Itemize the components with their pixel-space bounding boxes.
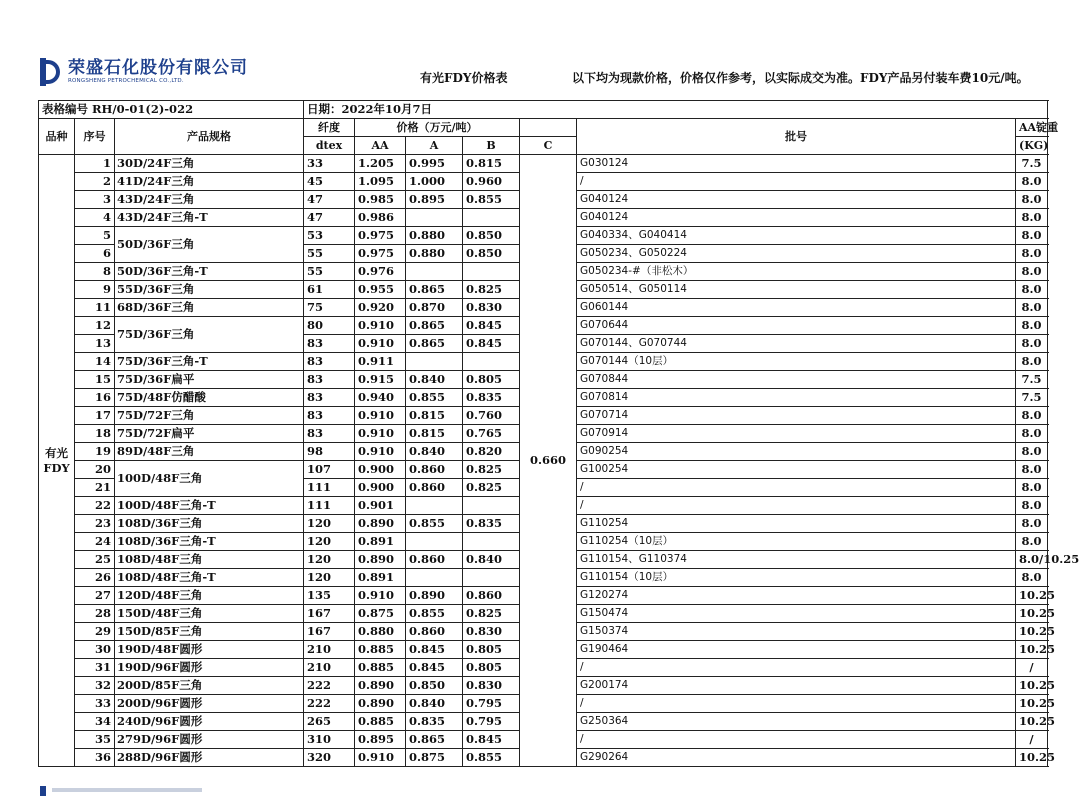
tube-weight-cell: 8.0	[1016, 335, 1048, 353]
price-aa-cell: 0.901	[355, 497, 406, 515]
seq-cell: 35	[75, 731, 115, 749]
tube-weight-cell: 7.5	[1016, 371, 1048, 389]
batch-cell: G040124	[577, 191, 1016, 209]
price-b-cell: 0.795	[463, 713, 520, 731]
tube-weight-cell: 8.0	[1016, 209, 1048, 227]
fineness-cell: 135	[304, 587, 355, 605]
spec-cell: 75D/36F三角	[115, 317, 304, 353]
spec-cell: 68D/36F三角	[115, 299, 304, 317]
spec-cell: 108D/48F三角-T	[115, 569, 304, 587]
fineness-cell: 47	[304, 209, 355, 227]
seq-cell: 27	[75, 587, 115, 605]
seq-cell: 8	[75, 263, 115, 281]
price-aa-cell: 0.890	[355, 677, 406, 695]
spec-cell: 288D/96F圆形	[115, 749, 304, 767]
price-a-cell: 0.890	[406, 587, 463, 605]
seq-cell: 16	[75, 389, 115, 407]
batch-cell: /	[577, 695, 1016, 713]
price-a-cell: 0.855	[406, 389, 463, 407]
spec-cell: 50D/36F三角-T	[115, 263, 304, 281]
price-a-cell: 0.865	[406, 731, 463, 749]
price-a-cell: 0.840	[406, 371, 463, 389]
price-a-cell	[406, 209, 463, 227]
price-a-cell: 0.865	[406, 317, 463, 335]
spec-cell: 100D/48F三角	[115, 461, 304, 497]
seq-cell: 17	[75, 407, 115, 425]
batch-cell: G070144、G070744	[577, 335, 1016, 353]
fineness-cell: 265	[304, 713, 355, 731]
spec-cell: 108D/36F三角-T	[115, 533, 304, 551]
col-price: 价格（万元/吨）	[355, 119, 520, 137]
price-a-cell: 0.840	[406, 695, 463, 713]
price-a-cell: 0.880	[406, 227, 463, 245]
tube-weight-cell: 8.0	[1016, 191, 1048, 209]
price-b-cell: 0.820	[463, 443, 520, 461]
fineness-cell: 310	[304, 731, 355, 749]
tube-weight-cell: 10.25	[1016, 587, 1048, 605]
fineness-cell: 75	[304, 299, 355, 317]
seq-cell: 22	[75, 497, 115, 515]
fineness-cell: 210	[304, 659, 355, 677]
price-b-cell	[463, 353, 520, 371]
price-aa-cell: 0.910	[355, 407, 406, 425]
price-a-cell: 0.835	[406, 713, 463, 731]
price-aa-cell: 0.890	[355, 695, 406, 713]
fineness-cell: 55	[304, 245, 355, 263]
price-b-cell: 0.805	[463, 371, 520, 389]
fineness-cell: 107	[304, 461, 355, 479]
fineness-cell: 222	[304, 695, 355, 713]
batch-cell: G200174	[577, 677, 1016, 695]
spec-cell: 120D/48F三角	[115, 587, 304, 605]
seq-cell: 1	[75, 155, 115, 173]
price-aa-cell: 0.911	[355, 353, 406, 371]
seq-cell: 21	[75, 479, 115, 497]
seq-cell: 23	[75, 515, 115, 533]
price-aa-cell: 0.920	[355, 299, 406, 317]
seq-cell: 30	[75, 641, 115, 659]
fineness-cell: 47	[304, 191, 355, 209]
price-aa-cell: 0.975	[355, 227, 406, 245]
spec-cell: 200D/85F三角	[115, 677, 304, 695]
tube-weight-cell: 8.0	[1016, 425, 1048, 443]
batch-cell: G110154、G110374	[577, 551, 1016, 569]
seq-cell: 5	[75, 227, 115, 245]
price-b-cell: 0.805	[463, 659, 520, 677]
meta-row	[39, 101, 1048, 119]
form-number: 表格编号 RH/0-01(2)-022	[39, 101, 304, 119]
seq-cell: 13	[75, 335, 115, 353]
price-aa-cell: 0.955	[355, 281, 406, 299]
batch-cell: /	[577, 173, 1016, 191]
price-b-cell: 0.845	[463, 317, 520, 335]
price-b-cell: 0.760	[463, 407, 520, 425]
batch-cell: G050234-#（非松木）	[577, 263, 1016, 281]
price-a-cell: 0.815	[406, 407, 463, 425]
batch-cell: G070914	[577, 425, 1016, 443]
col-fineness-unit: dtex	[304, 137, 355, 155]
seq-cell: 3	[75, 191, 115, 209]
col-grade-b: B	[463, 137, 520, 155]
price-note: 以下均为现款价格，价格仅作参考，以实际成交为准。FDY产品另付装车费10元/吨。	[572, 71, 1029, 85]
seq-cell: 34	[75, 713, 115, 731]
fineness-cell: 83	[304, 407, 355, 425]
tube-weight-cell: 8.0	[1016, 353, 1048, 371]
batch-cell: G040334、G040414	[577, 227, 1016, 245]
price-a-cell: 0.865	[406, 335, 463, 353]
tube-weight-cell: 8.0	[1016, 317, 1048, 335]
col-tube-weight-unit: (KG)	[1016, 137, 1048, 155]
batch-cell: G150374	[577, 623, 1016, 641]
fineness-cell: 83	[304, 335, 355, 353]
price-b-cell: 0.960	[463, 173, 520, 191]
spec-cell: 75D/72F扁平	[115, 425, 304, 443]
fineness-cell: 167	[304, 605, 355, 623]
seq-cell: 25	[75, 551, 115, 569]
tube-weight-cell: 10.25	[1016, 713, 1048, 731]
spec-cell: 43D/24F三角-T	[115, 209, 304, 227]
seq-cell: 24	[75, 533, 115, 551]
spec-cell: 150D/48F三角	[115, 605, 304, 623]
price-a-cell: 0.870	[406, 299, 463, 317]
tube-weight-cell: 8.0	[1016, 569, 1048, 587]
batch-cell: G050514、G050114	[577, 281, 1016, 299]
price-aa-cell: 0.890	[355, 515, 406, 533]
seq-cell: 9	[75, 281, 115, 299]
price-a-cell: 0.895	[406, 191, 463, 209]
batch-cell: G070644	[577, 317, 1016, 335]
tube-weight-cell: 10.25	[1016, 695, 1048, 713]
seq-cell: 15	[75, 371, 115, 389]
price-aa-cell: 0.875	[355, 605, 406, 623]
price-a-cell: 1.000	[406, 173, 463, 191]
spec-cell: 41D/24F三角	[115, 173, 304, 191]
tube-weight-cell: 8.0	[1016, 479, 1048, 497]
seq-cell: 31	[75, 659, 115, 677]
fineness-cell: 210	[304, 641, 355, 659]
col-category: 品种	[39, 119, 75, 155]
fineness-cell: 120	[304, 533, 355, 551]
price-aa-cell: 0.891	[355, 569, 406, 587]
seq-cell: 19	[75, 443, 115, 461]
fineness-cell: 80	[304, 317, 355, 335]
price-a-cell: 0.845	[406, 641, 463, 659]
tube-weight-cell: 7.5	[1016, 155, 1048, 173]
tube-weight-cell: 8.0	[1016, 515, 1048, 533]
fineness-cell: 83	[304, 425, 355, 443]
price-b-cell: 0.830	[463, 623, 520, 641]
tube-weight-cell: 8.0	[1016, 173, 1048, 191]
price-b-cell: 0.825	[463, 281, 520, 299]
price-aa-cell: 0.885	[355, 641, 406, 659]
price-b-cell: 0.855	[463, 191, 520, 209]
tube-weight-cell: 8.0	[1016, 497, 1048, 515]
price-aa-cell: 0.975	[355, 245, 406, 263]
spec-cell: 150D/85F三角	[115, 623, 304, 641]
col-tube-weight: AA锭重	[1016, 119, 1048, 137]
price-b-cell: 0.860	[463, 587, 520, 605]
price-a-cell: 0.860	[406, 479, 463, 497]
col-grade-a: A	[406, 137, 463, 155]
price-aa-cell: 0.915	[355, 371, 406, 389]
price-a-cell: 0.855	[406, 515, 463, 533]
price-b-cell: 0.850	[463, 227, 520, 245]
price-b-cell: 0.845	[463, 731, 520, 749]
fineness-cell: 98	[304, 443, 355, 461]
price-a-cell: 0.860	[406, 551, 463, 569]
fineness-cell: 83	[304, 353, 355, 371]
batch-cell: G110254	[577, 515, 1016, 533]
spec-cell: 279D/96F圆形	[115, 731, 304, 749]
tube-weight-cell: 8.0	[1016, 245, 1048, 263]
spec-cell: 108D/48F三角	[115, 551, 304, 569]
price-b-cell: 0.850	[463, 245, 520, 263]
seq-cell: 18	[75, 425, 115, 443]
fineness-cell: 111	[304, 497, 355, 515]
tube-weight-cell: 8.0	[1016, 533, 1048, 551]
tube-weight-cell: 10.25	[1016, 623, 1048, 641]
price-b-cell: 0.825	[463, 461, 520, 479]
col-spec: 产品规格	[115, 119, 304, 155]
batch-cell: G030124	[577, 155, 1016, 173]
price-aa-cell: 0.940	[355, 389, 406, 407]
batch-cell: G150474	[577, 605, 1016, 623]
price-a-cell: 0.860	[406, 461, 463, 479]
price-a-cell: 0.840	[406, 443, 463, 461]
col-seq: 序号	[75, 119, 115, 155]
price-b-cell: 0.835	[463, 389, 520, 407]
batch-cell: /	[577, 497, 1016, 515]
price-aa-cell: 0.885	[355, 659, 406, 677]
price-a-cell: 0.850	[406, 677, 463, 695]
spec-cell: 43D/24F三角	[115, 191, 304, 209]
company-logo	[40, 58, 248, 86]
price-b-cell: 0.825	[463, 605, 520, 623]
seq-cell: 28	[75, 605, 115, 623]
batch-cell: G070814	[577, 389, 1016, 407]
batch-cell: G070714	[577, 407, 1016, 425]
price-a-cell: 0.845	[406, 659, 463, 677]
spec-cell: 75D/36F扁平	[115, 371, 304, 389]
tube-weight-cell: 10.25	[1016, 605, 1048, 623]
fineness-cell: 45	[304, 173, 355, 191]
price-b-cell: 0.765	[463, 425, 520, 443]
price-b-cell: 0.815	[463, 155, 520, 173]
price-aa-cell: 1.095	[355, 173, 406, 191]
price-aa-cell: 1.205	[355, 155, 406, 173]
price-b-cell	[463, 209, 520, 227]
price-aa-cell: 0.891	[355, 533, 406, 551]
price-aa-cell: 0.910	[355, 749, 406, 767]
fineness-cell: 111	[304, 479, 355, 497]
tube-weight-cell: 10.25	[1016, 677, 1048, 695]
fineness-cell: 320	[304, 749, 355, 767]
company-logo-icon	[40, 58, 62, 86]
spec-cell: 30D/24F三角	[115, 155, 304, 173]
spec-cell: 55D/36F三角	[115, 281, 304, 299]
price-b-cell: 0.840	[463, 551, 520, 569]
company-name-en: RONGSHENG PETROCHEMICAL CO.,LTD.	[68, 78, 184, 84]
price-aa-cell: 0.900	[355, 479, 406, 497]
tube-weight-cell: 8.0	[1016, 461, 1048, 479]
seq-cell: 4	[75, 209, 115, 227]
price-b-cell: 0.830	[463, 677, 520, 695]
spec-cell: 89D/48F三角	[115, 443, 304, 461]
batch-cell: G250364	[577, 713, 1016, 731]
price-a-cell: 0.995	[406, 155, 463, 173]
spec-cell: 50D/36F三角	[115, 227, 304, 263]
spec-cell: 240D/96F圆形	[115, 713, 304, 731]
fineness-cell: 33	[304, 155, 355, 173]
spec-cell: 100D/48F三角-T	[115, 497, 304, 515]
price-b-cell: 0.805	[463, 641, 520, 659]
batch-cell: /	[577, 659, 1016, 677]
company-name: 荣盛石化股份有限公司	[68, 58, 248, 78]
price-a-cell	[406, 533, 463, 551]
table-row	[39, 155, 1048, 173]
price-b-cell	[463, 533, 520, 551]
spec-cell: 190D/48F圆形	[115, 641, 304, 659]
price-a-cell	[406, 569, 463, 587]
fineness-cell: 120	[304, 515, 355, 533]
fineness-cell: 222	[304, 677, 355, 695]
seq-cell: 6	[75, 245, 115, 263]
price-a-cell: 0.880	[406, 245, 463, 263]
seq-cell: 2	[75, 173, 115, 191]
spec-cell: 75D/48F仿醋酸	[115, 389, 304, 407]
tube-weight-cell: 8.0	[1016, 227, 1048, 245]
seq-cell: 20	[75, 461, 115, 479]
price-a-cell	[406, 263, 463, 281]
batch-cell: G090254	[577, 443, 1016, 461]
seq-cell: 33	[75, 695, 115, 713]
batch-cell: G120274	[577, 587, 1016, 605]
price-a-cell: 0.855	[406, 605, 463, 623]
price-aa-cell: 0.986	[355, 209, 406, 227]
price-b-cell: 0.830	[463, 299, 520, 317]
price-b-cell	[463, 569, 520, 587]
col-grade-aa: AA	[355, 137, 406, 155]
batch-cell: G110254（10层）	[577, 533, 1016, 551]
price-aa-cell: 0.910	[355, 587, 406, 605]
tube-weight-cell: /	[1016, 659, 1048, 677]
fineness-cell: 120	[304, 569, 355, 587]
category-cell: 有光 FDY	[39, 155, 75, 767]
tube-weight-cell: 10.25	[1016, 749, 1048, 767]
footer-logo	[40, 786, 220, 796]
seq-cell: 11	[75, 299, 115, 317]
price-aa-cell: 0.910	[355, 317, 406, 335]
seq-cell: 12	[75, 317, 115, 335]
batch-cell: G070144（10层）	[577, 353, 1016, 371]
price-b-cell: 0.835	[463, 515, 520, 533]
tube-weight-cell: 7.5	[1016, 389, 1048, 407]
batch-cell: G100254	[577, 461, 1016, 479]
price-aa-cell: 0.880	[355, 623, 406, 641]
spec-cell: 75D/36F三角-T	[115, 353, 304, 371]
col-grade-c: C	[520, 137, 577, 155]
col-fineness: 纤度	[304, 119, 355, 137]
batch-cell: G070844	[577, 371, 1016, 389]
price-a-cell: 0.875	[406, 749, 463, 767]
tube-weight-cell: 8.0	[1016, 407, 1048, 425]
seq-cell: 14	[75, 353, 115, 371]
tube-weight-cell: 8.0	[1016, 281, 1048, 299]
batch-cell: /	[577, 731, 1016, 749]
fineness-cell: 167	[304, 623, 355, 641]
spec-cell: 108D/36F三角	[115, 515, 304, 533]
price-aa-cell: 0.910	[355, 425, 406, 443]
price-b-cell: 0.795	[463, 695, 520, 713]
col-batch: 批号	[577, 119, 1016, 155]
spec-cell: 75D/72F三角	[115, 407, 304, 425]
batch-cell: G110154（10层）	[577, 569, 1016, 587]
price-a-cell: 0.815	[406, 425, 463, 443]
tube-weight-cell: 8.0	[1016, 299, 1048, 317]
price-b-cell: 0.845	[463, 335, 520, 353]
price-a-cell	[406, 353, 463, 371]
spec-cell: 200D/96F圆形	[115, 695, 304, 713]
fineness-cell: 53	[304, 227, 355, 245]
seq-cell: 26	[75, 569, 115, 587]
tube-weight-cell: 8.0/10.25	[1016, 551, 1048, 569]
price-aa-cell: 0.910	[355, 335, 406, 353]
batch-cell: G060144	[577, 299, 1016, 317]
batch-cell: /	[577, 479, 1016, 497]
spec-cell: 190D/96F圆形	[115, 659, 304, 677]
tube-weight-cell: 10.25	[1016, 641, 1048, 659]
price-table	[38, 100, 1080, 767]
price-b-cell	[463, 263, 520, 281]
page-header	[0, 0, 1080, 100]
header-row-1	[39, 119, 1048, 137]
col-price-spacer	[520, 119, 577, 137]
price-a-cell	[406, 497, 463, 515]
price-b-cell: 0.825	[463, 479, 520, 497]
seq-cell: 36	[75, 749, 115, 767]
price-aa-cell: 0.910	[355, 443, 406, 461]
fineness-cell: 83	[304, 371, 355, 389]
price-aa-cell: 0.895	[355, 731, 406, 749]
seq-cell: 29	[75, 623, 115, 641]
price-aa-cell: 0.900	[355, 461, 406, 479]
price-a-cell: 0.865	[406, 281, 463, 299]
fineness-cell: 61	[304, 281, 355, 299]
batch-cell: G040124	[577, 209, 1016, 227]
fineness-cell: 83	[304, 389, 355, 407]
price-b-cell: 0.855	[463, 749, 520, 767]
tube-weight-cell: 8.0	[1016, 443, 1048, 461]
price-a-cell: 0.860	[406, 623, 463, 641]
seq-cell: 32	[75, 677, 115, 695]
price-aa-cell: 0.885	[355, 713, 406, 731]
fineness-cell: 120	[304, 551, 355, 569]
price-aa-cell: 0.985	[355, 191, 406, 209]
price-c-cell: 0.660	[520, 155, 577, 767]
tube-weight-cell: 8.0	[1016, 263, 1048, 281]
batch-cell: G050234、G050224	[577, 245, 1016, 263]
document-title: 有光FDY价格表	[420, 71, 508, 85]
document-date: 日期：2022年10月7日	[304, 101, 1048, 119]
batch-cell: G290264	[577, 749, 1016, 767]
price-b-cell	[463, 497, 520, 515]
batch-cell: G190464	[577, 641, 1016, 659]
fineness-cell: 55	[304, 263, 355, 281]
price-aa-cell: 0.890	[355, 551, 406, 569]
price-aa-cell: 0.976	[355, 263, 406, 281]
tube-weight-cell: /	[1016, 731, 1048, 749]
